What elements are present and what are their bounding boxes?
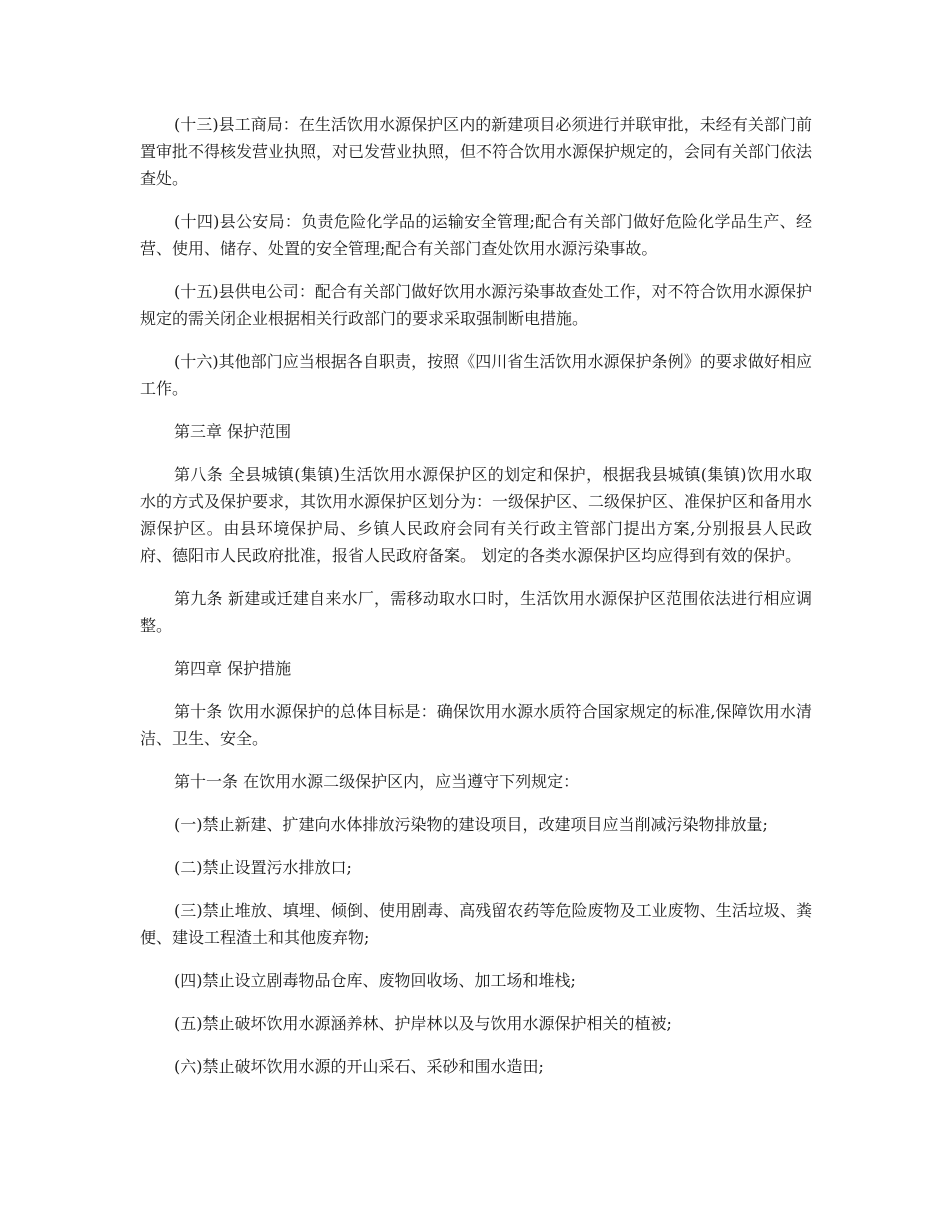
document-body — [140, 111, 812, 1096]
rule-item-6: (六)禁止破坏饮用水源的开山采石、采砂和围水造田; — [174, 1057, 544, 1076]
chapter-four-heading: 第四章 保护措施 — [174, 659, 292, 678]
paragraph-county-power-company: (十五)县供电公司：配合有关部门做好饮用水源污染事故查处工作，对不符合饮用水源保护规定的需关闭企业根据相关行政部门的要求采取强制断电措施。 — [140, 282, 812, 328]
paragraph-other-departments: (十六)其他部门应当根据各自职责，按照《四川省生活饮用水源保护条例》的要求做好相应工作。 — [140, 352, 812, 398]
rule-item-5: (五)禁止破坏饮用水源涵养林、护岸林以及与饮用水源保护相关的植被; — [174, 1014, 672, 1033]
rule-item-4: (四)禁止设立剧毒物品仓库、废物回收场、加工场和堆栈; — [174, 971, 576, 990]
article-ten: 第十条 饮用水源保护的总体目标是：确保饮用水源水质符合国家规定的标准,保障饮用水清洁、卫生、安全。 — [140, 702, 812, 748]
rule-item-1: (一)禁止新建、扩建向水体排放污染物的建设项目，改建项目应当削减污染物排放量; — [174, 815, 768, 834]
paragraph-county-commerce-bureau: (十三)县工商局：在生活饮用水源保护区内的新建项目必须进行并联审批，未经有关部门前置审批不得核发营业执照，对已发营业执照，但不符合饮用水源保护规定的，会同有关部门依法查处。 — [140, 115, 813, 188]
rule-item-2: (二)禁止设置污水排放口; — [174, 858, 352, 877]
paragraph-county-police-bureau: (十四)县公安局：负责危险化学品的运输安全管理;配合有关部门做好危险化学品生产、经营、使用、储存、处置的安全管理;配合有关部门查处饮用水源污染事故。 — [140, 212, 812, 258]
chapter-three-heading: 第三章 保护范围 — [174, 422, 292, 441]
article-nine: 第九条 新建或迁建自来水厂，需移动取水口时，生活饮用水源保护区范围依法进行相应调整。 — [140, 589, 812, 635]
article-eleven: 第十一条 在饮用水源二级保护区内，应当遵守下列规定： — [174, 772, 580, 791]
rule-item-3: (三)禁止堆放、填埋、倾倒、使用剧毒、高残留农药等危险废物及工业废物、生活垃圾、粪便、建设工程渣土和其他废弃物; — [140, 901, 812, 947]
article-eight: 第八条 全县城镇(集镇)生活饮用水源保护区的划定和保护，根据我县城镇(集镇)饮用水取水的方式及保护要求，其饮用水源保护区划分为：一级保护区、二级保护区、准保护区和备用水源保护区。由县环境保护局、乡镇人民政府会同有关行政主管部门提出方案,分别报县人民政府、德阳市人民政府批准，报省人民政府备案。 划定的各类水源保护区均应得到有效的保护。 — [140, 465, 813, 565]
